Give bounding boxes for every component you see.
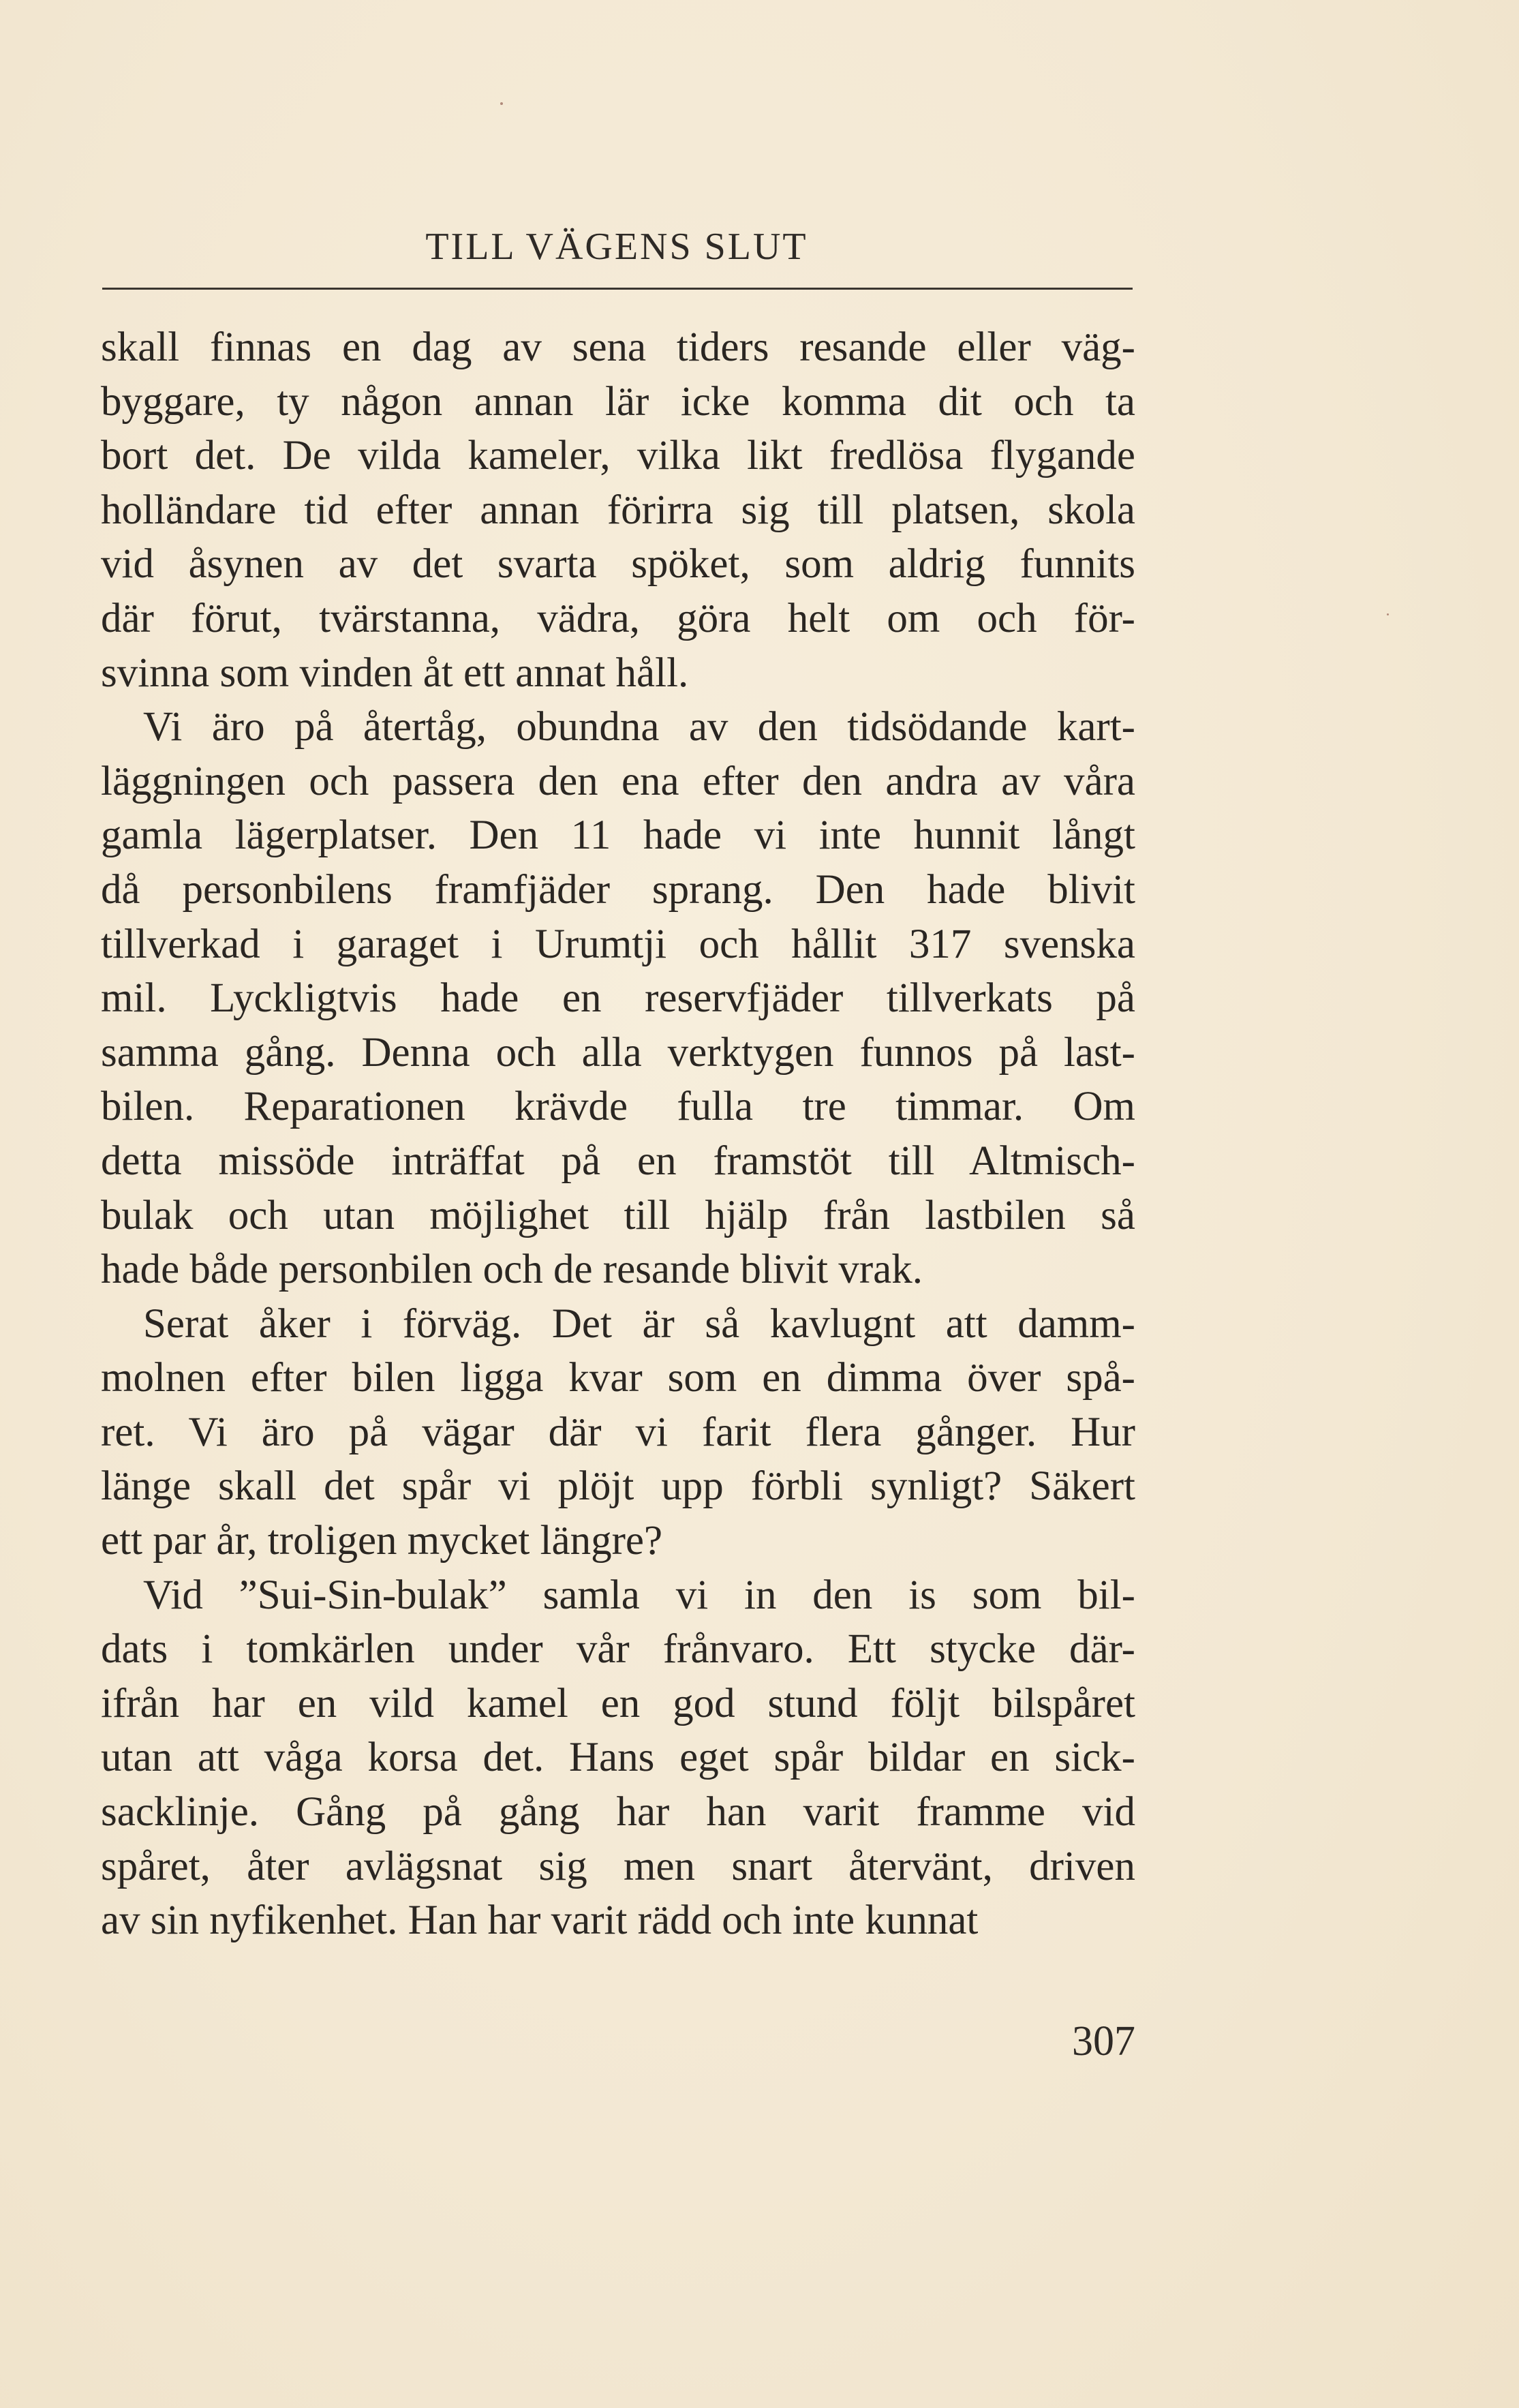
text-line: läggningen och passera den ena efter den andra av våra [101, 758, 1135, 804]
text-line: länge skall det spår vi plöjt upp förbli synligt? Säkert [101, 1463, 1135, 1510]
text-line: Vid ”Sui-Sin-bulak” samla vi in den is som bil- [143, 1572, 1135, 1618]
text-line: ifrån har en vild kamel en god stund följt bilspåret [101, 1680, 1135, 1726]
text-line: ett par år, troligen mycket längre? [101, 1518, 663, 1564]
text-line: hade både personbilen och de resande blivit vrak. [101, 1247, 923, 1293]
text-line: Serat åker i förväg. Det är så kavlugnt att damm- [143, 1300, 1135, 1347]
text-line: byggare, ty någon annan lär icke komma dit och ta [101, 378, 1135, 425]
header-rule [102, 288, 1133, 290]
text-line: molnen efter bilen ligga kvar som en dimma över spå- [101, 1355, 1135, 1401]
paragraph [101, 700, 1135, 1297]
text-line: bilen. Reparationen krävde fulla tre timmar. Om [101, 1084, 1135, 1130]
text-line: detta missöde inträffat på en framstöt till Altmisch- [101, 1138, 1135, 1184]
paper-speck [500, 102, 503, 105]
text-line: spåret, åter avlägsnat sig men snart återvänt, driven [101, 1843, 1135, 1889]
text-line: bulak och utan möjlighet till hjälp från lastbilen så [101, 1192, 1135, 1238]
text-line: dats i tomkärlen under vår frånvaro. Ett stycke där- [101, 1626, 1135, 1673]
text-line: mil. Lyckligtvis hade en reservfjäder tillverkats på [101, 975, 1135, 1022]
text-line: vid åsynen av det svarta spöket, som aldrig funnits [101, 541, 1135, 588]
text-line: tillverkad i garaget i Urumtji och hållit 317 svenska [101, 921, 1135, 967]
running-head: TILL VÄGENS SLUT [425, 226, 808, 268]
text-line: gamla lägerplatser. Den 11 hade vi inte hunnit långt [101, 812, 1135, 859]
text-line: av sin nyfikenhet. Han har varit rädd och inte kunnat [101, 1898, 979, 1944]
body-text [101, 320, 1135, 1948]
text-line: Vi äro på återtåg, obundna av den tidsödande kart- [143, 704, 1135, 750]
text-line: samma gång. Denna och alla verktygen funnos på last- [101, 1029, 1135, 1076]
text-line: skall finnas en dag av sena tiders resande eller väg- [101, 324, 1135, 370]
text-line: holländare tid efter annan förirra sig till platsen, skola [101, 487, 1135, 533]
text-line: då personbilens framfjäder sprang. Den hade blivit [101, 866, 1135, 913]
text-line: där förut, tvärstanna, vädra, göra helt om och för- [101, 595, 1135, 641]
text-line: sacklinje. Gång på gång har han varit framme vid [101, 1789, 1135, 1835]
paragraph [101, 1297, 1135, 1568]
text-line: ret. Vi äro på vägar där vi farit flera gånger. Hur [101, 1409, 1135, 1455]
text-line: bort det. De vilda kameler, vilka likt fredlösa flygande [101, 433, 1135, 479]
paragraph [101, 1568, 1135, 1948]
page-number: 307 [1072, 2018, 1135, 2064]
paper-speck [1387, 613, 1389, 615]
text-line: utan att våga korsa det. Hans eget spår bildar en sick- [101, 1735, 1135, 1781]
text-line: svinna som vinden åt ett annat håll. [101, 650, 689, 696]
paragraph [101, 320, 1135, 700]
